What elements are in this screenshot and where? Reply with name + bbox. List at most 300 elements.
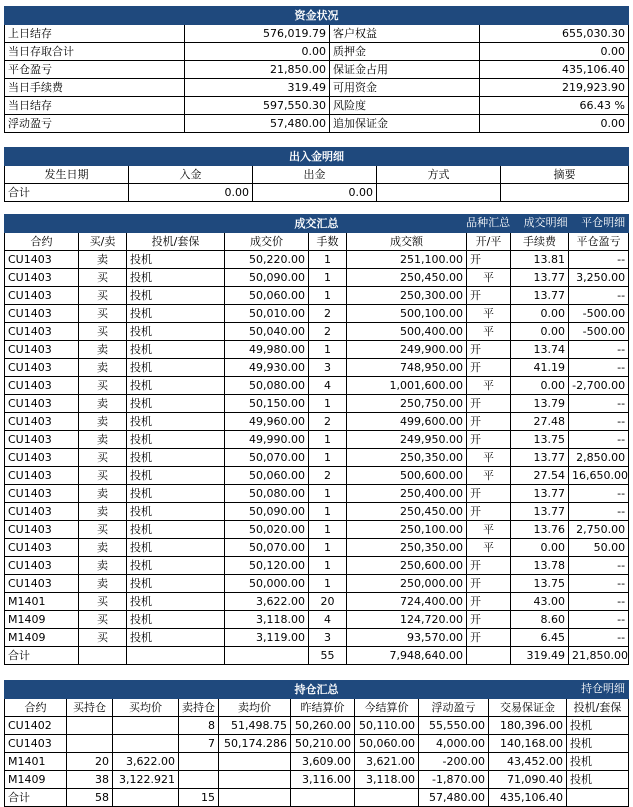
table-cell: 开 — [467, 557, 511, 575]
table-cell: CU1403 — [5, 413, 79, 431]
table-cell: -500.00 — [569, 305, 629, 323]
table-cell: 平 — [467, 521, 511, 539]
column-header: 投机/套保 — [567, 699, 629, 717]
table-cell: 开 — [467, 611, 511, 629]
table-cell: 50,174.286 — [219, 735, 291, 753]
table-cell: 2 — [309, 467, 347, 485]
table-cell: -- — [569, 557, 629, 575]
table-cell: -- — [569, 575, 629, 593]
table-cell: 20 — [309, 593, 347, 611]
table-cell: 1 — [309, 539, 347, 557]
table-cell: 平 — [467, 305, 511, 323]
table-cell: 4 — [309, 377, 347, 395]
table-cell: 13.75 — [511, 431, 569, 449]
funds-row — [5, 115, 629, 133]
table-cell: 50.00 — [569, 539, 629, 557]
trades-table — [4, 214, 629, 665]
funds-value: 66.43 % — [480, 97, 629, 115]
table-cell: -- — [569, 359, 629, 377]
table-cell: 1 — [309, 287, 347, 305]
funds-value: 435,106.40 — [480, 61, 629, 79]
funds-label: 追加保证金 — [330, 115, 480, 133]
table-cell: CU1403 — [5, 539, 79, 557]
table-cell: 投机 — [127, 251, 225, 269]
table-cell: 4 — [309, 611, 347, 629]
table-cell: M1401 — [5, 753, 67, 771]
table-cell: 3,122.921 — [113, 771, 179, 789]
table-cell: 50,120.00 — [225, 557, 309, 575]
table-cell: 3,118.00 — [355, 771, 419, 789]
table-cell: 50,220.00 — [225, 251, 309, 269]
table-row — [5, 485, 629, 503]
table-cell: 投机 — [127, 359, 225, 377]
table-cell: 投机 — [127, 629, 225, 647]
table-cell: 13.74 — [511, 341, 569, 359]
table-cell — [179, 753, 219, 771]
table-cell: CU1403 — [5, 377, 79, 395]
funds-row — [5, 97, 629, 115]
table-cell: 93,570.00 — [347, 629, 467, 647]
table-cell: 0.00 — [511, 305, 569, 323]
table-cell: 1 — [309, 503, 347, 521]
funds-label: 平仓盈亏 — [5, 61, 185, 79]
table-cell: 买 — [79, 305, 127, 323]
table-cell: 3,250.00 — [569, 269, 629, 287]
table-cell: CU1403 — [5, 575, 79, 593]
table-cell: -- — [569, 593, 629, 611]
table-cell: -- — [569, 341, 629, 359]
table-row — [5, 431, 629, 449]
table-cell: 投机 — [127, 593, 225, 611]
table-cell: 投机 — [567, 717, 629, 735]
table-row — [5, 593, 629, 611]
table-cell: 49,990.00 — [225, 431, 309, 449]
column-header: 交易保证金 — [489, 699, 567, 717]
table-cell — [179, 771, 219, 789]
table-cell: 买 — [79, 269, 127, 287]
table-cell: 0.00 — [511, 539, 569, 557]
link-position-detail[interactable]: 持仓明细 — [581, 682, 626, 695]
deposit-title: 出入金明细 — [5, 148, 629, 166]
table-row — [5, 377, 629, 395]
funds-label: 上日结存 — [5, 25, 185, 43]
table-cell: CU1403 — [5, 269, 79, 287]
table-cell: -- — [569, 503, 629, 521]
column-header: 投机/套保 — [127, 233, 225, 251]
table-cell: CU1403 — [5, 287, 79, 305]
table-cell: 250,350.00 — [347, 539, 467, 557]
table-cell: 13.77 — [511, 503, 569, 521]
table-cell: 买 — [79, 287, 127, 305]
table-cell: 13.81 — [511, 251, 569, 269]
table-cell: 平 — [467, 377, 511, 395]
table-cell: 卖 — [79, 359, 127, 377]
column-header: 卖持仓 — [179, 699, 219, 717]
funds-value: 0.00 — [480, 115, 629, 133]
funds-label: 当日存取合计 — [5, 43, 185, 61]
table-cell: 投机 — [127, 287, 225, 305]
table-cell: 3,621.00 — [355, 753, 419, 771]
funds-label: 浮动盈亏 — [5, 115, 185, 133]
positions-total-margin: 435,106.40 — [489, 789, 567, 807]
table-cell: 50,070.00 — [225, 539, 309, 557]
table-cell: 3,622.00 — [225, 593, 309, 611]
table-row — [5, 753, 629, 771]
funds-label: 保证金占用 — [330, 61, 480, 79]
table-cell: 开 — [467, 287, 511, 305]
table-cell: CU1403 — [5, 341, 79, 359]
table-row — [5, 629, 629, 647]
column-header: 方式 — [377, 166, 501, 184]
table-row — [5, 611, 629, 629]
funds-label: 质押金 — [330, 43, 480, 61]
table-cell: 51,498.75 — [219, 717, 291, 735]
deposit-table — [4, 147, 629, 202]
trades-total-lots: 55 — [309, 647, 347, 665]
table-cell: 1,001,600.00 — [347, 377, 467, 395]
table-cell: -200.00 — [419, 753, 489, 771]
table-cell: CU1402 — [5, 717, 67, 735]
deposit-total-in: 0.00 — [129, 184, 253, 202]
table-cell: 买 — [79, 323, 127, 341]
table-cell: 投机 — [127, 431, 225, 449]
column-header: 买/卖 — [79, 233, 127, 251]
table-cell: 投机 — [127, 521, 225, 539]
column-header: 入金 — [129, 166, 253, 184]
table-cell: 买 — [79, 521, 127, 539]
table-cell: 投机 — [127, 395, 225, 413]
link-trade-detail[interactable]: 成交明细 — [523, 216, 568, 229]
table-cell: -- — [569, 485, 629, 503]
funds-title: 资金状况 — [5, 7, 629, 25]
table-cell: M1409 — [5, 611, 79, 629]
table-cell: 13.77 — [511, 269, 569, 287]
positions-total-label: 合计 — [5, 789, 67, 807]
table-cell: CU1403 — [5, 251, 79, 269]
table-cell: 平 — [467, 467, 511, 485]
table-cell: 投机 — [127, 323, 225, 341]
table-cell: 卖 — [79, 485, 127, 503]
table-cell: M1409 — [5, 629, 79, 647]
table-cell: 买 — [79, 629, 127, 647]
funds-table — [4, 6, 629, 133]
table-cell: 13.76 — [511, 521, 569, 539]
table-cell: 投机 — [127, 557, 225, 575]
funds-value: 0.00 — [185, 43, 330, 61]
table-cell: 50,080.00 — [225, 485, 309, 503]
table-cell: 50,260.00 — [291, 717, 355, 735]
table-cell: 买 — [79, 449, 127, 467]
table-cell: 投机 — [127, 305, 225, 323]
trades-title-bar — [5, 215, 629, 233]
table-cell: 1 — [309, 485, 347, 503]
table-cell: 开 — [467, 575, 511, 593]
table-cell: 2 — [309, 323, 347, 341]
column-header: 发生日期 — [5, 166, 129, 184]
table-cell: -- — [569, 395, 629, 413]
table-cell: 买 — [79, 467, 127, 485]
table-cell: -1,870.00 — [419, 771, 489, 789]
table-cell: -2,700.00 — [569, 377, 629, 395]
table-cell: 投机 — [127, 413, 225, 431]
table-cell: 3,622.00 — [113, 753, 179, 771]
table-cell: 开 — [467, 503, 511, 521]
table-row — [5, 269, 629, 287]
table-cell: 开 — [467, 485, 511, 503]
table-cell: 1 — [309, 575, 347, 593]
table-cell: 50,090.00 — [225, 503, 309, 521]
table-cell: 250,400.00 — [347, 485, 467, 503]
column-header: 买均价 — [113, 699, 179, 717]
table-cell: 投机 — [127, 485, 225, 503]
table-row — [5, 395, 629, 413]
table-cell: 50,080.00 — [225, 377, 309, 395]
column-header: 成交额 — [347, 233, 467, 251]
table-row — [5, 557, 629, 575]
table-cell: 卖 — [79, 413, 127, 431]
table-cell — [219, 771, 291, 789]
table-cell: 7 — [179, 735, 219, 753]
table-cell: 开 — [467, 431, 511, 449]
table-cell: 买 — [79, 611, 127, 629]
table-cell: 50,210.00 — [291, 735, 355, 753]
table-row — [5, 341, 629, 359]
funds-label: 风险度 — [330, 97, 480, 115]
table-cell: 开 — [467, 251, 511, 269]
column-header: 平仓盈亏 — [569, 233, 629, 251]
table-cell: 251,100.00 — [347, 251, 467, 269]
table-cell: 250,350.00 — [347, 449, 467, 467]
table-cell: 平 — [467, 323, 511, 341]
table-cell: 平 — [467, 269, 511, 287]
table-cell: 124,720.00 — [347, 611, 467, 629]
table-cell: 投机 — [127, 503, 225, 521]
table-cell: 0.00 — [511, 323, 569, 341]
table-cell: 38 — [67, 771, 113, 789]
table-cell: 50,060.00 — [225, 467, 309, 485]
table-cell: 买 — [79, 377, 127, 395]
table-cell: 3,116.00 — [291, 771, 355, 789]
table-cell: 50,150.00 — [225, 395, 309, 413]
table-cell: 50,090.00 — [225, 269, 309, 287]
positions-total-buy: 58 — [67, 789, 113, 807]
table-cell — [113, 717, 179, 735]
table-cell: 卖 — [79, 395, 127, 413]
table-cell: CU1403 — [5, 431, 79, 449]
table-cell — [67, 717, 113, 735]
table-cell: CU1403 — [5, 557, 79, 575]
table-cell: 4,000.00 — [419, 735, 489, 753]
table-cell: 2 — [309, 305, 347, 323]
table-row — [5, 449, 629, 467]
table-cell: 投机 — [127, 449, 225, 467]
table-cell: 2,750.00 — [569, 521, 629, 539]
table-cell: 249,950.00 — [347, 431, 467, 449]
table-cell: CU1403 — [5, 485, 79, 503]
column-header: 合约 — [5, 699, 67, 717]
table-cell: 49,930.00 — [225, 359, 309, 377]
column-header: 卖均价 — [219, 699, 291, 717]
table-cell: 1 — [309, 449, 347, 467]
table-cell: 250,000.00 — [347, 575, 467, 593]
table-cell: -- — [569, 287, 629, 305]
table-cell: -- — [569, 629, 629, 647]
trades-total-label: 合计 — [5, 647, 79, 665]
table-cell: 724,400.00 — [347, 593, 467, 611]
table-cell: 1 — [309, 251, 347, 269]
table-cell: 开 — [467, 359, 511, 377]
table-cell: 49,980.00 — [225, 341, 309, 359]
table-cell: 3 — [309, 359, 347, 377]
deposit-total-label: 合计 — [5, 184, 129, 202]
link-close-detail[interactable]: 平仓明细 — [581, 216, 626, 229]
table-cell: 投机 — [567, 771, 629, 789]
trades-title: 成交汇总 — [294, 216, 339, 230]
table-cell: 3,609.00 — [291, 753, 355, 771]
table-cell: 50,020.00 — [225, 521, 309, 539]
trades-total-pnl: 21,850.00 — [569, 647, 629, 665]
table-cell: 250,600.00 — [347, 557, 467, 575]
funds-value: 219,923.90 — [480, 79, 629, 97]
table-row — [5, 575, 629, 593]
table-cell: 卖 — [79, 431, 127, 449]
table-row — [5, 287, 629, 305]
table-cell: 0.00 — [511, 377, 569, 395]
funds-row — [5, 61, 629, 79]
table-cell: 开 — [467, 413, 511, 431]
table-cell: 41.19 — [511, 359, 569, 377]
table-cell: 49,960.00 — [225, 413, 309, 431]
column-header: 今结算价 — [355, 699, 419, 717]
table-row — [5, 413, 629, 431]
table-cell: 开 — [467, 629, 511, 647]
table-cell: 50,010.00 — [225, 305, 309, 323]
table-cell: CU1403 — [5, 449, 79, 467]
table-cell: 71,090.40 — [489, 771, 567, 789]
table-cell: 20 — [67, 753, 113, 771]
table-cell: 43,452.00 — [489, 753, 567, 771]
funds-row — [5, 43, 629, 61]
table-cell: 1 — [309, 557, 347, 575]
column-header: 出金 — [253, 166, 377, 184]
table-cell: 500,600.00 — [347, 467, 467, 485]
table-cell: 250,450.00 — [347, 269, 467, 287]
table-cell: 27.54 — [511, 467, 569, 485]
table-cell: 50,060.00 — [225, 287, 309, 305]
column-header: 摘要 — [501, 166, 629, 184]
column-header: 合约 — [5, 233, 79, 251]
table-row — [5, 251, 629, 269]
table-cell: 50,000.00 — [225, 575, 309, 593]
table-cell: 投机 — [127, 467, 225, 485]
trades-total-fee: 319.49 — [511, 647, 569, 665]
table-cell: CU1403 — [5, 323, 79, 341]
column-header: 开/平 — [467, 233, 511, 251]
table-cell: 3,119.00 — [225, 629, 309, 647]
table-cell: 6.45 — [511, 629, 569, 647]
table-cell: 投机 — [567, 753, 629, 771]
column-header: 买持仓 — [67, 699, 113, 717]
table-cell: M1409 — [5, 771, 67, 789]
table-row — [5, 305, 629, 323]
table-cell — [67, 735, 113, 753]
table-cell: 1 — [309, 395, 347, 413]
table-cell: 13.78 — [511, 557, 569, 575]
funds-value: 57,480.00 — [185, 115, 330, 133]
table-cell: 249,900.00 — [347, 341, 467, 359]
table-cell: 50,060.00 — [355, 735, 419, 753]
table-row — [5, 735, 629, 753]
table-row — [5, 521, 629, 539]
table-cell: 投机 — [127, 575, 225, 593]
positions-total-sell: 15 — [179, 789, 219, 807]
trades-total-amount: 7,948,640.00 — [347, 647, 467, 665]
table-cell: 开 — [467, 593, 511, 611]
table-row — [5, 539, 629, 557]
table-cell: 13.77 — [511, 287, 569, 305]
table-cell: -- — [569, 251, 629, 269]
table-cell: 3 — [309, 629, 347, 647]
table-cell: 500,400.00 — [347, 323, 467, 341]
funds-value: 21,850.00 — [185, 61, 330, 79]
table-cell: 250,450.00 — [347, 503, 467, 521]
table-cell: 3,118.00 — [225, 611, 309, 629]
table-cell: 1 — [309, 341, 347, 359]
table-row — [5, 717, 629, 735]
table-cell: 投机 — [127, 611, 225, 629]
table-cell: 卖 — [79, 503, 127, 521]
table-cell: -- — [569, 611, 629, 629]
table-cell: 748,950.00 — [347, 359, 467, 377]
table-cell: 卖 — [79, 341, 127, 359]
table-cell: 投机 — [127, 269, 225, 287]
table-cell: 13.75 — [511, 575, 569, 593]
positions-title-bar — [5, 681, 629, 699]
table-cell: 1 — [309, 269, 347, 287]
positions-title: 持仓汇总 — [294, 682, 339, 696]
table-cell: -- — [569, 413, 629, 431]
funds-label: 可用资金 — [330, 79, 480, 97]
table-cell: 1 — [309, 521, 347, 539]
table-cell: 500,100.00 — [347, 305, 467, 323]
table-cell: 8 — [179, 717, 219, 735]
column-header: 手续费 — [511, 233, 569, 251]
funds-label: 当日手续费 — [5, 79, 185, 97]
link-variety-summary[interactable]: 品种汇总 — [466, 216, 511, 229]
table-cell: CU1403 — [5, 395, 79, 413]
funds-value: 597,550.30 — [185, 97, 330, 115]
table-cell: -- — [569, 431, 629, 449]
table-cell: 平 — [467, 449, 511, 467]
table-cell: 13.79 — [511, 395, 569, 413]
table-cell: 投机 — [127, 341, 225, 359]
table-cell: 250,750.00 — [347, 395, 467, 413]
table-cell: 250,300.00 — [347, 287, 467, 305]
table-cell: 投机 — [127, 539, 225, 557]
funds-row — [5, 25, 629, 43]
table-cell: 13.77 — [511, 449, 569, 467]
table-cell: M1401 — [5, 593, 79, 611]
table-row — [5, 771, 629, 789]
table-cell — [219, 753, 291, 771]
table-cell: 2,850.00 — [569, 449, 629, 467]
funds-value: 0.00 — [480, 43, 629, 61]
table-cell: 投机 — [127, 377, 225, 395]
table-cell: 16,650.00 — [569, 467, 629, 485]
table-cell: CU1403 — [5, 305, 79, 323]
table-cell: 开 — [467, 341, 511, 359]
table-cell: 卖 — [79, 575, 127, 593]
